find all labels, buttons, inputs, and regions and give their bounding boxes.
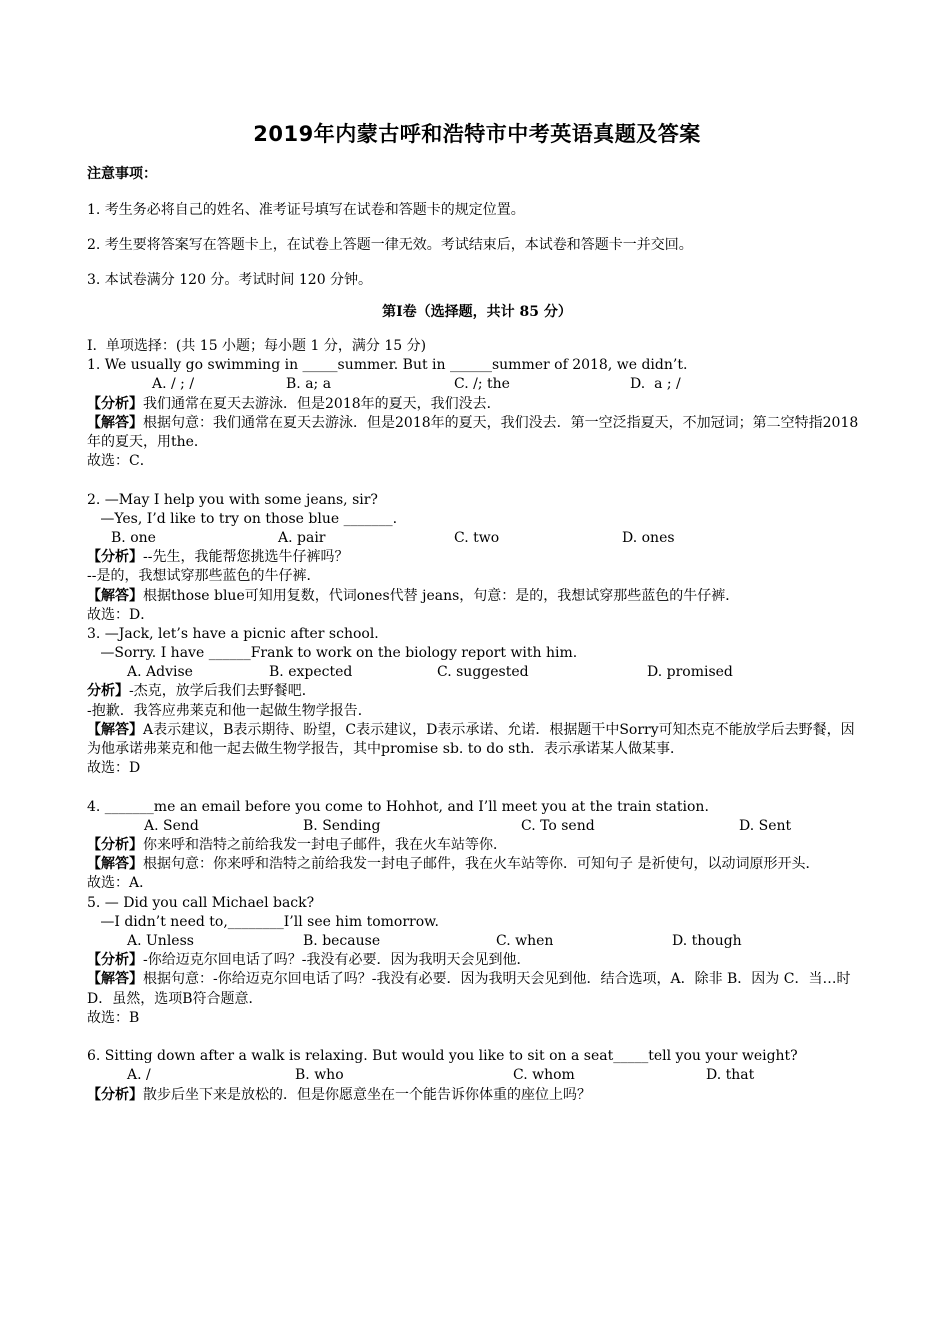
notice-item: 3. 本试卷满分 120 分。考试时间 120 分钟。 bbox=[87, 272, 373, 288]
question-stem: 4. _______me an email before you come to Hohhot, and I’ll meet you at the train station. bbox=[87, 798, 709, 815]
analysis-tag: 【分析】 bbox=[87, 1086, 143, 1103]
options-row bbox=[87, 375, 867, 394]
answer-text: 根据句意：-你给迈克尔回电话了吗？-我没有必要．因为我明天会见到他．结合选项，A．除非 B．因为 C．当…时 D．虽然，选项B符合题意． bbox=[87, 971, 851, 1007]
option: B. a; a bbox=[286, 376, 332, 393]
analysis-tag: 【分析】 bbox=[87, 549, 143, 566]
option: B. Sending bbox=[303, 817, 381, 834]
answer-tag: 【解答】 bbox=[87, 587, 143, 604]
analysis-block bbox=[87, 951, 867, 970]
answer-text: 根据句意：你来呼和浩特之前给我发一封电子邮件，我在火车站等你．可知句子 是祈使句，以动词原形开头． bbox=[143, 856, 820, 873]
option: C. /; the bbox=[454, 376, 510, 393]
option: D. that bbox=[706, 1067, 755, 1084]
options-row bbox=[87, 817, 867, 836]
option: B. because bbox=[303, 932, 381, 949]
analysis-block bbox=[87, 682, 867, 701]
notice-item: 1. 考生务必将自己的姓名、准考证号填写在试卷和答题卡的规定位置。 bbox=[87, 202, 525, 218]
answer-tag: 【解答】 bbox=[87, 414, 143, 431]
analysis-tag: 【分析】 bbox=[87, 837, 143, 853]
option: A. / bbox=[127, 1067, 151, 1084]
analysis-text: -杰克，放学后我们去野餐吧． bbox=[129, 683, 316, 700]
analysis-block bbox=[87, 836, 867, 855]
option: C. To send bbox=[521, 817, 595, 834]
option: D. though bbox=[672, 932, 742, 949]
option: A. / ; / bbox=[152, 376, 195, 393]
option: D. promised bbox=[647, 664, 733, 681]
options-row bbox=[87, 1066, 867, 1085]
analysis-tag: 【分析】 bbox=[87, 952, 143, 969]
question-stem: —Sorry. I have ______Frank to work on the biology report with him. bbox=[87, 645, 578, 662]
answer-block bbox=[87, 855, 867, 874]
option: D. ones bbox=[622, 529, 675, 546]
answer-choice: 故选：C． bbox=[87, 453, 154, 470]
analysis-text: -你给迈克尔回电话了吗？-我没有必要．因为我明天会见到他． bbox=[143, 952, 531, 969]
analysis-tag: 分析】 bbox=[87, 683, 129, 700]
answer-block bbox=[87, 587, 867, 606]
answer-block bbox=[87, 970, 867, 1008]
option: A. Advise bbox=[127, 664, 193, 681]
part-title: I. 单项选择：(共 15 小题；每小题 1 分，满分 15 分) bbox=[87, 338, 427, 354]
analysis-text: 我们通常在夏天去游泳．但是2018年的夏天，我们没去． bbox=[143, 395, 501, 412]
answer-block bbox=[87, 414, 867, 452]
option: B. who bbox=[295, 1067, 344, 1084]
analysis-text: 你来呼和浩特之前给我发一封电子邮件，我在火车站等你． bbox=[143, 837, 507, 853]
question-stem: —Yes, I’d like to try on those blue _______. bbox=[87, 510, 398, 527]
answer-block bbox=[87, 721, 867, 759]
option: A. pair bbox=[278, 529, 326, 546]
analysis-text: -抱歉．我答应弗莱克和他一起做生物学报告． bbox=[87, 702, 372, 719]
answer-choice: 故选：B bbox=[87, 1009, 140, 1026]
analysis-text: --先生，我能帮您挑选牛仔裤吗？ bbox=[143, 549, 349, 566]
answer-tag: 【解答】 bbox=[87, 971, 143, 988]
answer-tag: 【解答】 bbox=[87, 721, 143, 738]
answer-text: A表示建议，B表示期待、盼望，C表示建议，D表示承诺、允诺．根据题干中Sorry可知杰克不能放学后去野餐，因为他承诺弗莱克和他一起去做生物学报告，其中promise sb. to do sth．表示承诺某人做某事． bbox=[87, 721, 855, 758]
answer-choice: 故选：D bbox=[87, 760, 141, 777]
analysis-block bbox=[87, 1086, 867, 1105]
answer-choice: 故选：D． bbox=[87, 606, 155, 623]
option: A. Unless bbox=[127, 932, 194, 949]
option: C. suggested bbox=[437, 664, 529, 681]
page-title: 2019年内蒙古呼和浩特市中考英语真题及答案 bbox=[253, 122, 701, 146]
question-stem: 3. —Jack, let’s have a picnic after school. bbox=[87, 625, 379, 642]
answer-choice: 故选：A． bbox=[87, 875, 154, 892]
option: D. a ; / bbox=[630, 376, 681, 393]
analysis-block bbox=[87, 548, 867, 567]
options-row bbox=[87, 663, 867, 682]
analysis-block bbox=[87, 395, 867, 414]
options-row bbox=[87, 529, 867, 548]
question-list bbox=[87, 337, 867, 1105]
answer-text: 根据句意：我们通常在夏天去游泳．但是2018年的夏天，我们没去．第一空泛指夏天，不加冠词；第二空特指2018年的夏天，用the． bbox=[87, 414, 859, 450]
option: C. two bbox=[454, 529, 500, 546]
option: C. whom bbox=[513, 1067, 575, 1084]
option: B. one bbox=[111, 529, 156, 546]
option: C. when bbox=[496, 932, 554, 949]
options-row bbox=[87, 932, 867, 951]
question-stem: 2. —May I help you with some jeans, sir? bbox=[87, 491, 378, 508]
question-stem: 5. — Did you call Michael back? bbox=[87, 894, 315, 911]
analysis-tag: 【分析】 bbox=[87, 395, 143, 412]
question-stem: 1. We usually go swimming in _____summer. But in ______summer of 2018, we didn’t. bbox=[87, 357, 688, 374]
analysis-text: 散步后坐下来是放松的．但是你愿意坐在一个能告诉你体重的座位上吗？ bbox=[143, 1086, 591, 1103]
analysis-text: --是的，我想试穿那些蓝色的牛仔裤． bbox=[87, 568, 321, 585]
option: B. expected bbox=[269, 664, 353, 681]
option: D. Sent bbox=[739, 817, 792, 834]
question-stem: —I didn’t need to,________I’ll see him tomorrow. bbox=[87, 913, 439, 930]
question-stem: 6. Sitting down after a walk is relaxing. But would you like to sit on a seat_____tell you your weight? bbox=[87, 1048, 798, 1065]
section-title: 第Ⅰ卷（选择题，共计 85 分） bbox=[382, 304, 572, 320]
answer-tag: 【解答】 bbox=[87, 856, 143, 873]
answer-text: 根据those blue可知用复数，代词ones代替 jeans，句意：是的，我想试穿那些蓝色的牛仔裤． bbox=[143, 587, 740, 604]
option: A. Send bbox=[144, 817, 199, 834]
notice-item: 2. 考生要将答案写在答题卡上，在试卷上答题一律无效。考试结束后，本试卷和答题卡一并交回。 bbox=[87, 237, 693, 253]
notice-heading: 注意事项： bbox=[87, 166, 157, 182]
